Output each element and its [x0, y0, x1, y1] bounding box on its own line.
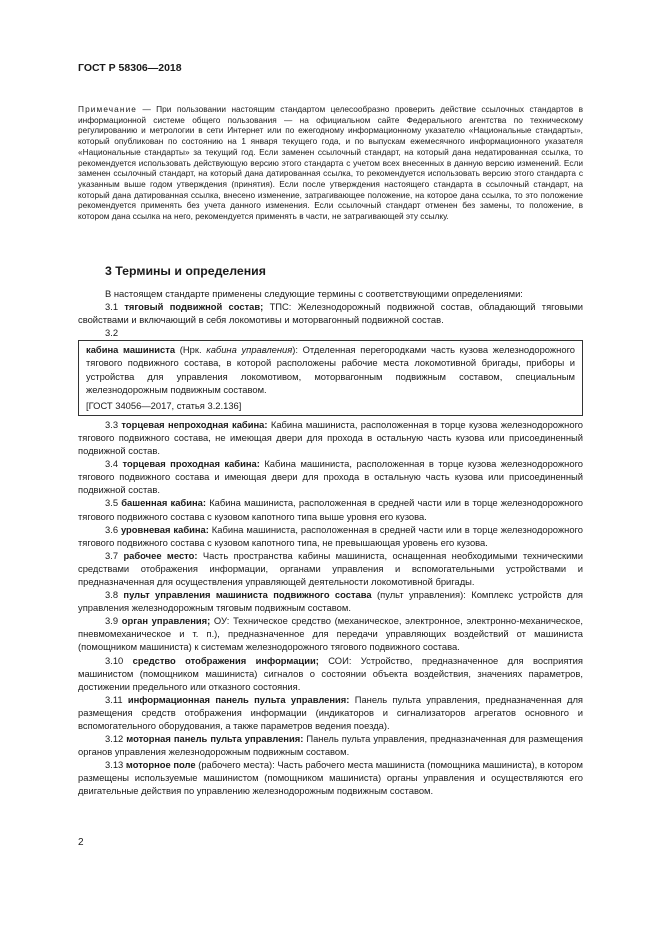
terms-body [78, 287, 583, 798]
term-3-10: 3.10 средство отображения информации; СОИ: Устройство, предназначенное для восприятия машинистом (помощником машиниста) сигналов о состоянии объекта воздействия, значениях параметров, достижении предельного или отказного состояния. [78, 654, 584, 692]
term-3-8: 3.8 пульт управления машиниста подвижного состава (пульт управления): Комплекс устройств для управления железнодорожным тяговым подвижным составом. [78, 589, 583, 614]
box-reference: [ГОСТ 34056—2017, статья 3.2.136] [86, 399, 242, 411]
note-label: Примечание [78, 104, 138, 114]
note-text: — При пользовании настоящим стандартом целесообразно проверить действие ссылочных стандартов в информационной системе общего пользования — на официальном сайте Федерального агентства по техническому регулированию и метрологии в сети Интернет или по ежегодному информационному указателю «Национальные стандарты», который опубликован по состоянию на 1 января текущего года, и по выпускам ежемесячного информационного указателя «Национальные стандарты» за текущий год. Если заменен ссылочный стандарт, на который дана недатированная ссылка, то рекомендуется использовать действующую версию этого стандарта с учетом всех внесенных в данную версию изменений. Если заменен ссылочный стандарт, на который дана датированная ссылка, то рекомендуется использовать версию этого стандарта с указанным выше годом утверждения (принятия). Если после утверждения настоящего стандарта в ссылочный стандарт, на который дана датированная ссылка, внесено изменение, затрагивающее положение, на которое дана ссылка, то это положение рекомендуется применять без учета данного изменения. Если ссылочный стандарт отменен без замены, то положение, в котором дана ссылка на него, рекомендуется применять в части, не затрагивающей эту ссылку. [78, 104, 583, 222]
section-title: 3 Термины и определения [105, 264, 266, 278]
term-3-4: 3.4 торцевая проходная кабина: Кабина машиниста, расположенная в торце кузова железнодорожного тягового подвижного состава и имеющая двери для прохода в остальную часть кузова или присоединенный подвижной состав. [78, 458, 583, 496]
term-3-5: 3.5 башенная кабина: Кабина машиниста, расположенная в средней части или в торце железнодорожного тягового подвижного состава с кузовом капотного типа выше уровня его кузова. [78, 497, 583, 522]
term-3-6: 3.6 уровневая кабина: Кабина машиниста, расположенная в средней части или в торце железнодорожного тягового подвижного состава с кузовом капотного типа, не превышающая уровень его кузова. [78, 523, 583, 548]
definition-box [78, 340, 583, 415]
document-header: ГОСТ Р 58306—2018 [78, 62, 182, 74]
term-3-11: 3.11 информационная панель пульта управления: Панель пульта управления, предназначенная для размещения средств отображения информации (индикаторов и сигнализаторов агрегатов основного и вспомогательного оборудования, а также параметров ведения поезда). [78, 693, 583, 731]
term-3-12: 3.12 моторная панель пульта управления: Панель пульта управления, предназначенная для размещения органов управления железнодорожным подвижным составом. [78, 733, 583, 758]
box-definition: кабина машиниста (Нрк. кабина управления): Отделенная перегородками часть кузова железнодорожного тягового подвижного состава, в которой расположены рабочие места локомотивной бригады, приборы и устройства для управления локомотивом, моторвагонным подвижным составом, специальным железнодорожным подвижным составом. [86, 344, 575, 395]
term-3-9: 3.9 орган управления; ОУ: Техническое средство (механическое, электронное, электронно-механическое, пневмомеханическое и т. п.), предназначенное для передачи управляющих воздействий от машиниста (помощником машиниста) к системам железнодорожного тягового подвижного состава. [78, 615, 584, 653]
term-3-3: 3.3 торцевая непроходная кабина: Кабина машиниста, расположенная в торце кузова железнодорожного тягового подвижного состава, не имеющая двери для прохода в остальную часть кузова или присоединенный подвижной состав. [78, 418, 583, 457]
intro-paragraph: В настоящем стандарте применены следующие термины с соответствующими определениями: [105, 288, 523, 299]
note-paragraph [78, 104, 583, 222]
term-3-2-number: 3.2 [105, 327, 119, 339]
term-3-1: 3.1 тяговый подвижной состав; ТПС: Железнодорожный подвижной состав, обладающий тяговыми свойствами и включающий в себя локомотивы и моторвагонный подвижной состав. [78, 301, 583, 326]
term-3-13: 3.13 моторное поле (рабочего места): Часть рабочего места машиниста (помощника машиниста), в котором размещены используемые машинистом (помощником машиниста) органы управления и осуществляются его двигательные действия по управлению железнодорожным подвижным составом. [78, 759, 583, 797]
page-number: 2 [78, 837, 84, 848]
term-3-7: 3.7 рабочее место: Часть пространства кабины машиниста, оснащенная необходимыми техническими средствами отображения информации, органами управления и вспомогательными устройствами и предназначенная для осуществления управляющей деятельности локомотивной бригады. [78, 549, 583, 587]
